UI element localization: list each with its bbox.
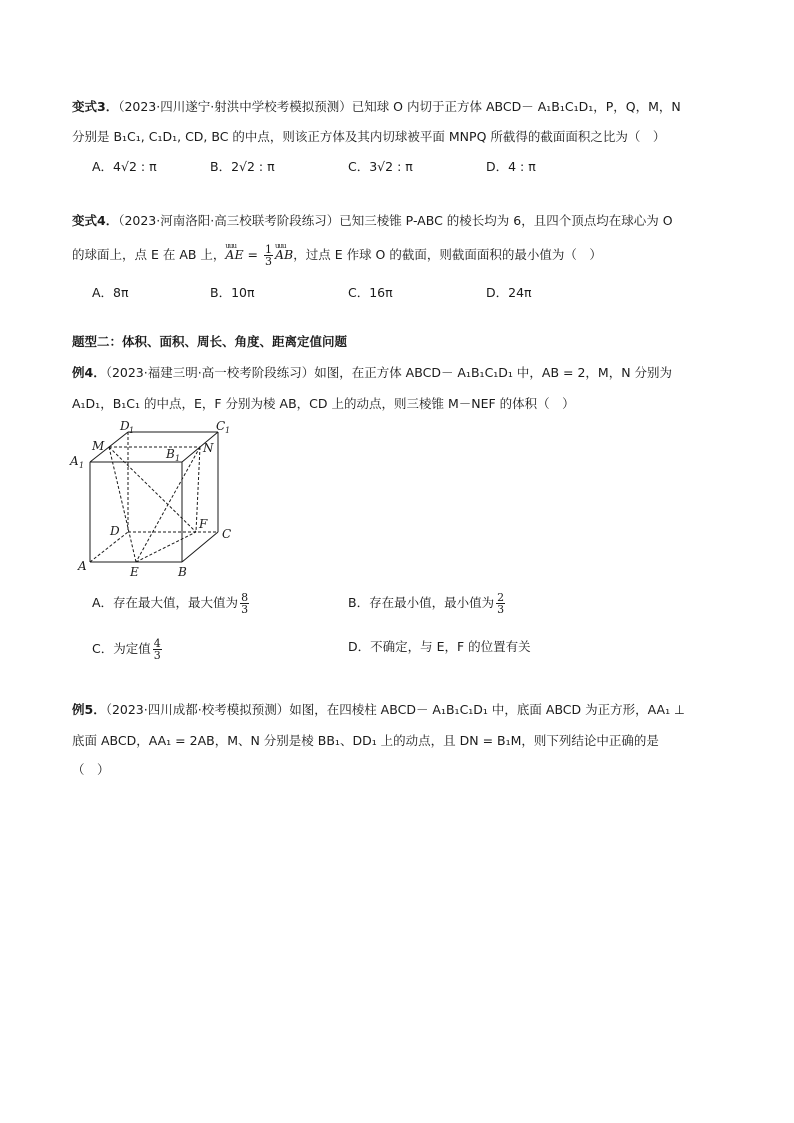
- ex4-option-a-text: A．存在最大值，最大值为: [92, 595, 239, 610]
- ex5-line1: [72, 701, 685, 719]
- q4-option-a: A．8π: [92, 285, 129, 300]
- ex4-line2: A₁D₁，B₁C₁ 的中点，E，F 分别为棱 AB，CD 上的动点，则三棱锥 M－NEF 的体积（ ）: [72, 396, 575, 411]
- label-d: D: [110, 524, 120, 538]
- q3-option-c: C．3√2 : π: [348, 159, 413, 174]
- fraction-a-den: 3: [241, 603, 249, 616]
- label-f: F: [199, 517, 208, 531]
- ex4-option-c-text: C．为定值: [92, 641, 151, 656]
- ex4-option-c: [92, 638, 164, 661]
- ex4-text1: （2023·福建三明·高一校考阶段练习）如图，在正方体 ABCD－ A₁B₁C₁D₁ 中，AB = 2，M，N 分别为: [105, 365, 673, 380]
- edge-ad-hidden: [90, 532, 128, 562]
- q4-text2a: 的球面上，点 E 在 AB 上，: [72, 247, 226, 262]
- q3-label: 变式3．: [72, 99, 119, 114]
- q4-text1: （2023·河南洛阳·高三校联考阶段练习）已知三棱锥 P-ABC 的棱长均为 6，且四个顶点均在球心为 O: [118, 213, 673, 228]
- label-d1-sub: 1: [129, 426, 135, 435]
- ex4-label: 例4．: [72, 365, 106, 380]
- label-c1-sub: 1: [225, 426, 231, 435]
- fraction-b-num: 2: [497, 591, 505, 604]
- segment-mf: [109, 447, 196, 532]
- label-e: E: [130, 565, 139, 579]
- segment-ne: [136, 447, 200, 562]
- q4-option-b: B．10π: [210, 285, 255, 300]
- q4-line2: 的球面上，点 E 在 AB 上，uuu AE = $\frac{1}{3}$ uuu AB，过点 E 作球 O 的截面，则截面面积的最小值为（ ）: [72, 244, 602, 267]
- fraction-one-third: $\frac{1}{3}$: [265, 243, 272, 268]
- label-b1-sub: 1: [175, 454, 181, 463]
- q3-line2: 分别是 B₁C₁, C₁D₁, CD, BC 的中点，则该正方体及其内切球被平面 MNPQ 所截得的截面面积之比为（ ）: [72, 129, 666, 144]
- q3-option-a: A．4√2 : π: [92, 159, 157, 174]
- segment-me: [109, 447, 136, 562]
- ex4-option-b: [348, 592, 507, 615]
- ex5-line2: 底面 ABCD，AA₁ = 2AB，M、N 分别是棱 BB₁、DD₁ 上的动点，且 DN = B₁M，则下列结论中正确的是: [72, 733, 659, 748]
- label-m: M: [92, 439, 105, 453]
- q4-line1: [72, 212, 673, 230]
- label-d1: D: [120, 420, 130, 433]
- label-b1: B: [166, 447, 175, 461]
- label-c: C: [222, 527, 232, 541]
- fraction-b-den: 3: [497, 603, 505, 616]
- q4-text2b: ，过点 E 作球 O 的截面，则截面面积的最小值为（ ）: [293, 247, 602, 262]
- section-title: 题型二：体积、面积、周长、角度、距离定值问题: [72, 334, 348, 349]
- q4-option-d: D．24π: [486, 285, 532, 300]
- cube-figure: [60, 420, 240, 580]
- ex5-label: 例5．: [72, 702, 106, 717]
- fraction-c-den: 3: [153, 649, 161, 662]
- ex4-line1: [72, 364, 672, 382]
- q4-label: 变式4．: [72, 213, 119, 228]
- fraction-c-num: 4: [153, 637, 161, 650]
- q3-option-d: D．4 : π: [486, 159, 536, 174]
- q3-line1: [72, 98, 681, 116]
- label-a1: A: [70, 454, 79, 468]
- fraction-b: [496, 592, 505, 615]
- ex4-option-a: [92, 592, 251, 615]
- label-b: B: [178, 565, 187, 579]
- fraction-a: [240, 592, 249, 615]
- vector-ae: uuu AE: [225, 246, 243, 264]
- ex5-text1: （2023·四川成都·校考模拟预测）如图，在四棱柱 ABCD－ A₁B₁C₁D₁ 中，底面 ABCD 为正方形，AA₁ ⊥: [105, 702, 685, 717]
- q3-text1: （2023·四川遂宁·射洪中学校考模拟预测）已知球 O 内切于正方体 ABCD－ A₁B₁C₁D₁，P，Q，M，N: [118, 99, 681, 114]
- q4-option-c: C．16π: [348, 285, 393, 300]
- fraction-c: [153, 638, 162, 661]
- label-a1-sub: 1: [79, 461, 85, 470]
- q3-option-b: B．2√2 : π: [210, 159, 275, 174]
- ex5-line3: （ ）: [72, 762, 110, 777]
- ex4-option-b-text: B．存在最小值，最小值为: [348, 595, 495, 610]
- label-a: A: [78, 559, 87, 573]
- fraction-a-num: 8: [241, 591, 249, 604]
- vector-ab: uuu AB: [275, 246, 293, 264]
- ex4-option-d: D．不确定，与 E，F 的位置有关: [348, 639, 531, 654]
- label-n: N: [203, 441, 214, 455]
- label-c1: C: [216, 420, 226, 433]
